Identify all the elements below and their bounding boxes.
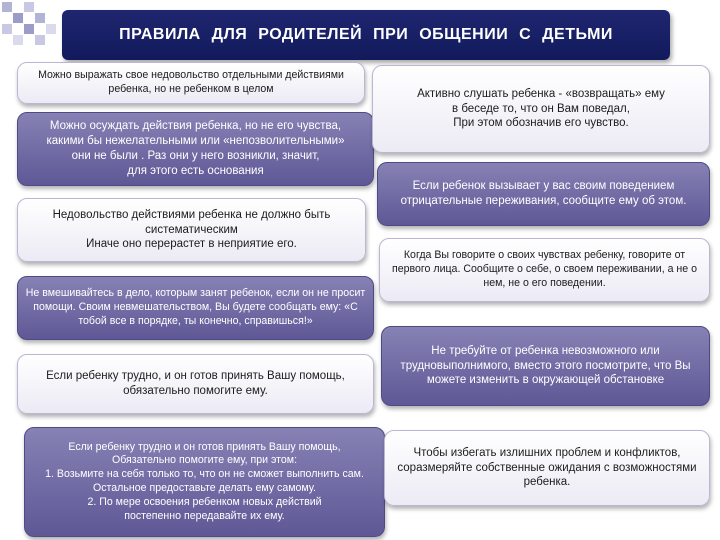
rule-text: Можно осуждать действия ребенка, но не его чувства, какими бы нежелательными или «непозволительными» они не были . Раз они у него возникли, значит, для этого есть основания xyxy=(46,120,345,177)
rule-card-left-1 xyxy=(17,62,365,104)
rule-text: Когда Вы говорите о своих чувствах ребенку, говорите от первого лица. Сообщите о себе, о своем переживании, а не о нем, не о его поведении. xyxy=(392,249,697,289)
title-banner xyxy=(62,10,670,60)
rule-card-left-3 xyxy=(17,198,366,262)
rule-text: Недовольство действиями ребенка не должно быть систематическим Иначе оно перерастет в неприятие его. xyxy=(52,208,331,251)
rule-card-right-1 xyxy=(372,65,710,153)
rule-card-right-3 xyxy=(379,238,710,302)
rule-card-left-4 xyxy=(17,276,374,340)
rule-card-right-4 xyxy=(381,326,710,406)
rule-text: Не требуйте от ребенка невозможного или трудновыполнимого, вместо этого посмотрите, что Вы можете изменить в окружающей обстановке xyxy=(400,344,691,387)
rule-card-left-2 xyxy=(17,112,374,186)
rule-card-right-5 xyxy=(384,430,710,506)
decorative-squares xyxy=(0,0,60,50)
rule-card-right-2 xyxy=(377,162,710,226)
page-title: ПРАВИЛА ДЛЯ РОДИТЕЛЕЙ ПРИ ОБЩЕНИИ С ДЕТЬМИ xyxy=(119,26,613,43)
rule-text: Не вмешивайтесь в дело, которым занят ребенок, если он не просит помощи. Своим невмешательством, Вы будете сообщать ему: «С тобой все в порядке, ты конечно, справишься!» xyxy=(25,287,366,327)
rule-text: Чтобы избегать излишних проблем и конфликтов, соразмеряйте собственные ожидания с возможностями ребенка. xyxy=(397,446,697,489)
rule-card-left-6 xyxy=(24,427,385,537)
rule-text: Если ребенку трудно, и он готов принять Вашу помощь, обязательно помогите ему. xyxy=(46,370,345,397)
rule-text: Если ребенок вызывает у вас своим поведением отрицательные переживания, сообщите ему об этом. xyxy=(400,180,687,207)
rule-card-left-5 xyxy=(17,354,374,414)
rule-text: Если ребенку трудно и он готов принять Вашу помощь, Обязательно помогите ему, при этом: 1. Возьмите на себя только то, что он не сможет выполнить сам. Остальное предоставьте делать ему самому. 2. По мере освоения ребенком новых действий постепенно передавайте их ему. xyxy=(45,440,364,522)
rule-text: Можно выражать свое недовольство отдельными действиями ребенка, но не ребенком в целом xyxy=(38,69,344,95)
rule-text: Активно слушать ребенка - «возвращать» ему в беседе то, что он Вам поведал, При этом обозначив его чувство. xyxy=(417,87,665,130)
